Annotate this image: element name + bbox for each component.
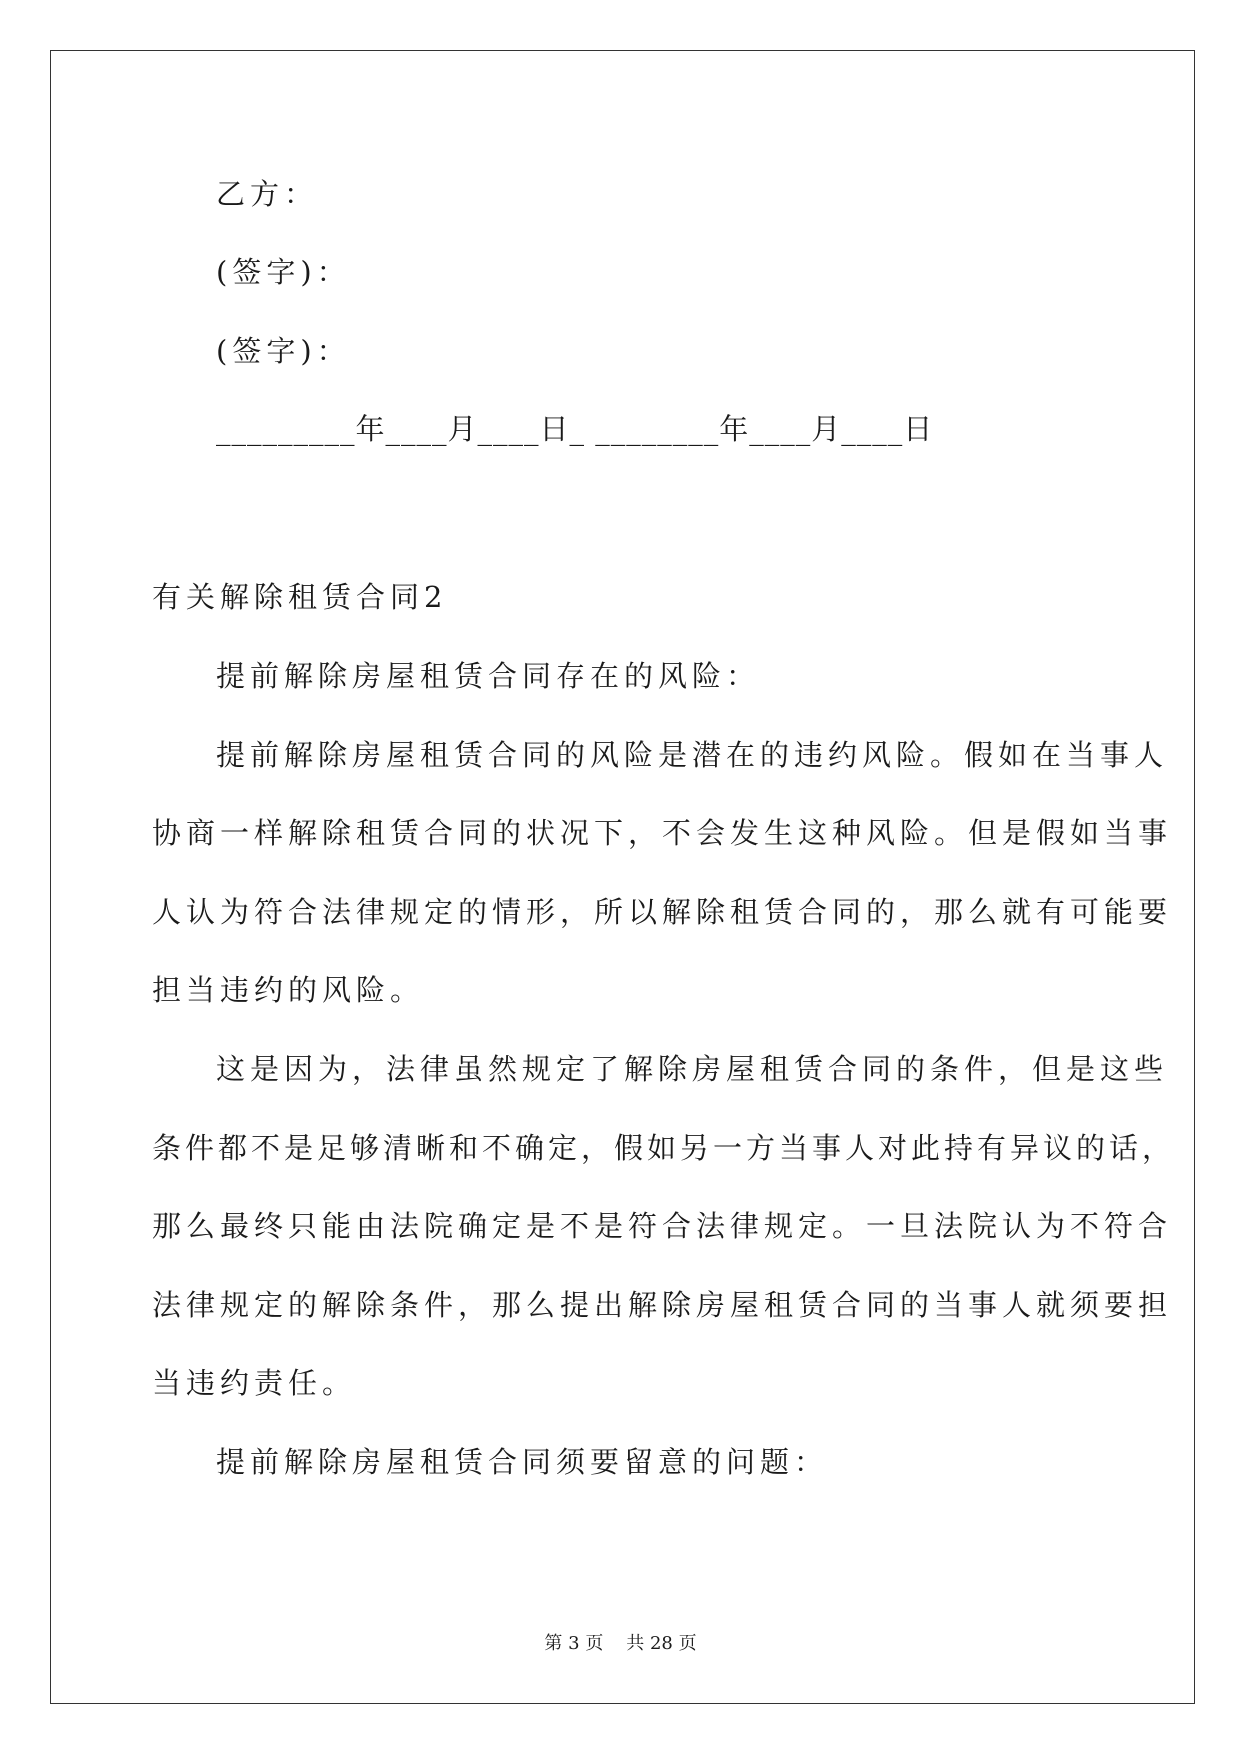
page-number: 第 3 页 [544, 1633, 604, 1654]
paragraph-line: 法律规定的解除条件，那么提出解除房屋租赁合同的当事人就须要担 [152, 1288, 1173, 1322]
paragraph-line: 提前解除房屋租赁合同须要留意的问题： [216, 1445, 829, 1479]
page-footer [0, 1632, 1241, 1656]
paragraph-line: 人认为符合法律规定的情形，所以解除租赁合同的，那么就有可能要 [152, 895, 1173, 929]
section-title: 有关解除租赁合同2 [152, 580, 448, 614]
paragraph-line: 条件都不是足够清晰和不确定，假如另一方当事人对此持有异议的话， [152, 1131, 1176, 1165]
paragraph-line: 协商一样解除租赁合同的状况下，不会发生这种风险。但是假如当事 [152, 816, 1173, 850]
date-line: _________年____月____日_ ________年____月____日 [216, 412, 934, 446]
paragraph-line: 担当违约的风险。 [152, 973, 425, 1007]
paragraph-line: 当违约责任。 [152, 1366, 357, 1400]
party-b-label: 乙方： [216, 177, 319, 211]
page-total: 共 28 页 [626, 1633, 697, 1654]
paragraph-line: 提前解除房屋租赁合同的风险是潜在的违约风险。假如在当事人 [216, 738, 1169, 772]
paragraph-line: 提前解除房屋租赁合同存在的风险： [216, 659, 761, 693]
signature-line-2: (签字)： [216, 334, 351, 368]
paragraph-line: 这是因为，法律虽然规定了解除房屋租赁合同的条件，但是这些 [216, 1052, 1169, 1086]
signature-line-1: (签字)： [216, 255, 351, 289]
paragraph-line: 那么最终只能由法院确定是不是符合法律规定。一旦法院认为不符合 [152, 1209, 1173, 1243]
